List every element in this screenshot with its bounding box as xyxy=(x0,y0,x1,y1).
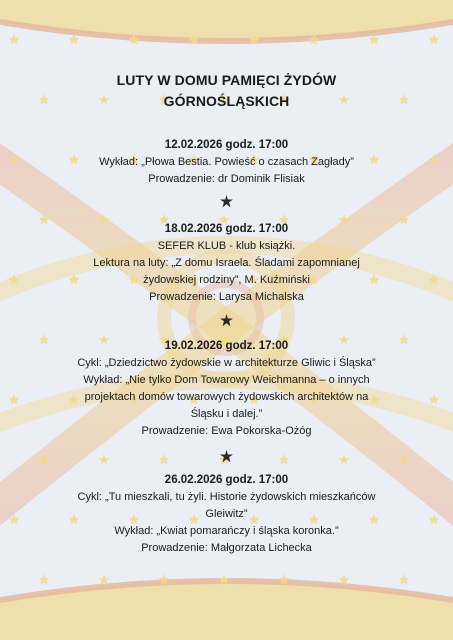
event-date: 26.02.2026 godz. 17:00 xyxy=(164,474,289,486)
poster-title-line2: GÓRNOŚLĄSKICH xyxy=(163,93,290,109)
event-text-line: Prowadzenie: Ewa Pokorska-Ożóg xyxy=(141,425,312,437)
event-text-line: Wykład: „Kwiat pomarańczy i śląska koronka.” xyxy=(114,525,339,537)
poster-title-line1: LUTY W DOMU PAMIĘCI ŻYDÓW xyxy=(116,72,337,88)
event-text-line: Gleiwitz” xyxy=(205,508,248,520)
event-3 xyxy=(0,338,453,440)
event-text-line: projektach domów towarowych żydowskich architektów na xyxy=(84,391,369,403)
event-text-line: żydowskiej rodziny”, M. Kuźmiński xyxy=(143,274,310,286)
event-text-line: Wykład: „Płowa Bestia. Powieść o czasach Zagłady” xyxy=(99,156,354,168)
event-2 xyxy=(0,221,453,306)
event-text-line: Cykl: „Tu mieszkali, tu żyli. Historie żydowskich mieszkańców xyxy=(77,491,376,503)
event-text-line: SEFER KLUB - klub książki. xyxy=(157,240,296,252)
star-separator-icon xyxy=(220,450,233,463)
event-text-line: Wykład: „Nie tylko Dom Towarowy Weichmanna – o innych xyxy=(83,374,370,386)
star-separator-icon xyxy=(220,314,233,327)
event-date: 18.02.2026 godz. 17:00 xyxy=(164,223,289,235)
event-text-line: Prowadzenie: Małgorzata Lichecka xyxy=(141,542,312,554)
event-text-line: Lektura na luty: „Z domu Israela. Śladami zapomnianej xyxy=(93,257,360,269)
event-date: 12.02.2026 godz. 17:00 xyxy=(164,139,289,151)
event-text-line: Cykl: „Dziedzictwo żydowskie w architekturze Gliwic i Śląska” xyxy=(77,357,376,369)
event-text-line: Prowadzenie: Larysa Michalska xyxy=(149,291,304,303)
event-text-line: Śląsku i dalej.” xyxy=(190,408,263,420)
event-1 xyxy=(0,137,453,188)
event-4 xyxy=(0,472,453,557)
event-text-line: Prowadzenie: dr Dominik Flisiak xyxy=(148,173,305,185)
event-date: 19.02.2026 godz. 17:00 xyxy=(164,340,289,352)
star-separator-icon xyxy=(220,195,233,208)
